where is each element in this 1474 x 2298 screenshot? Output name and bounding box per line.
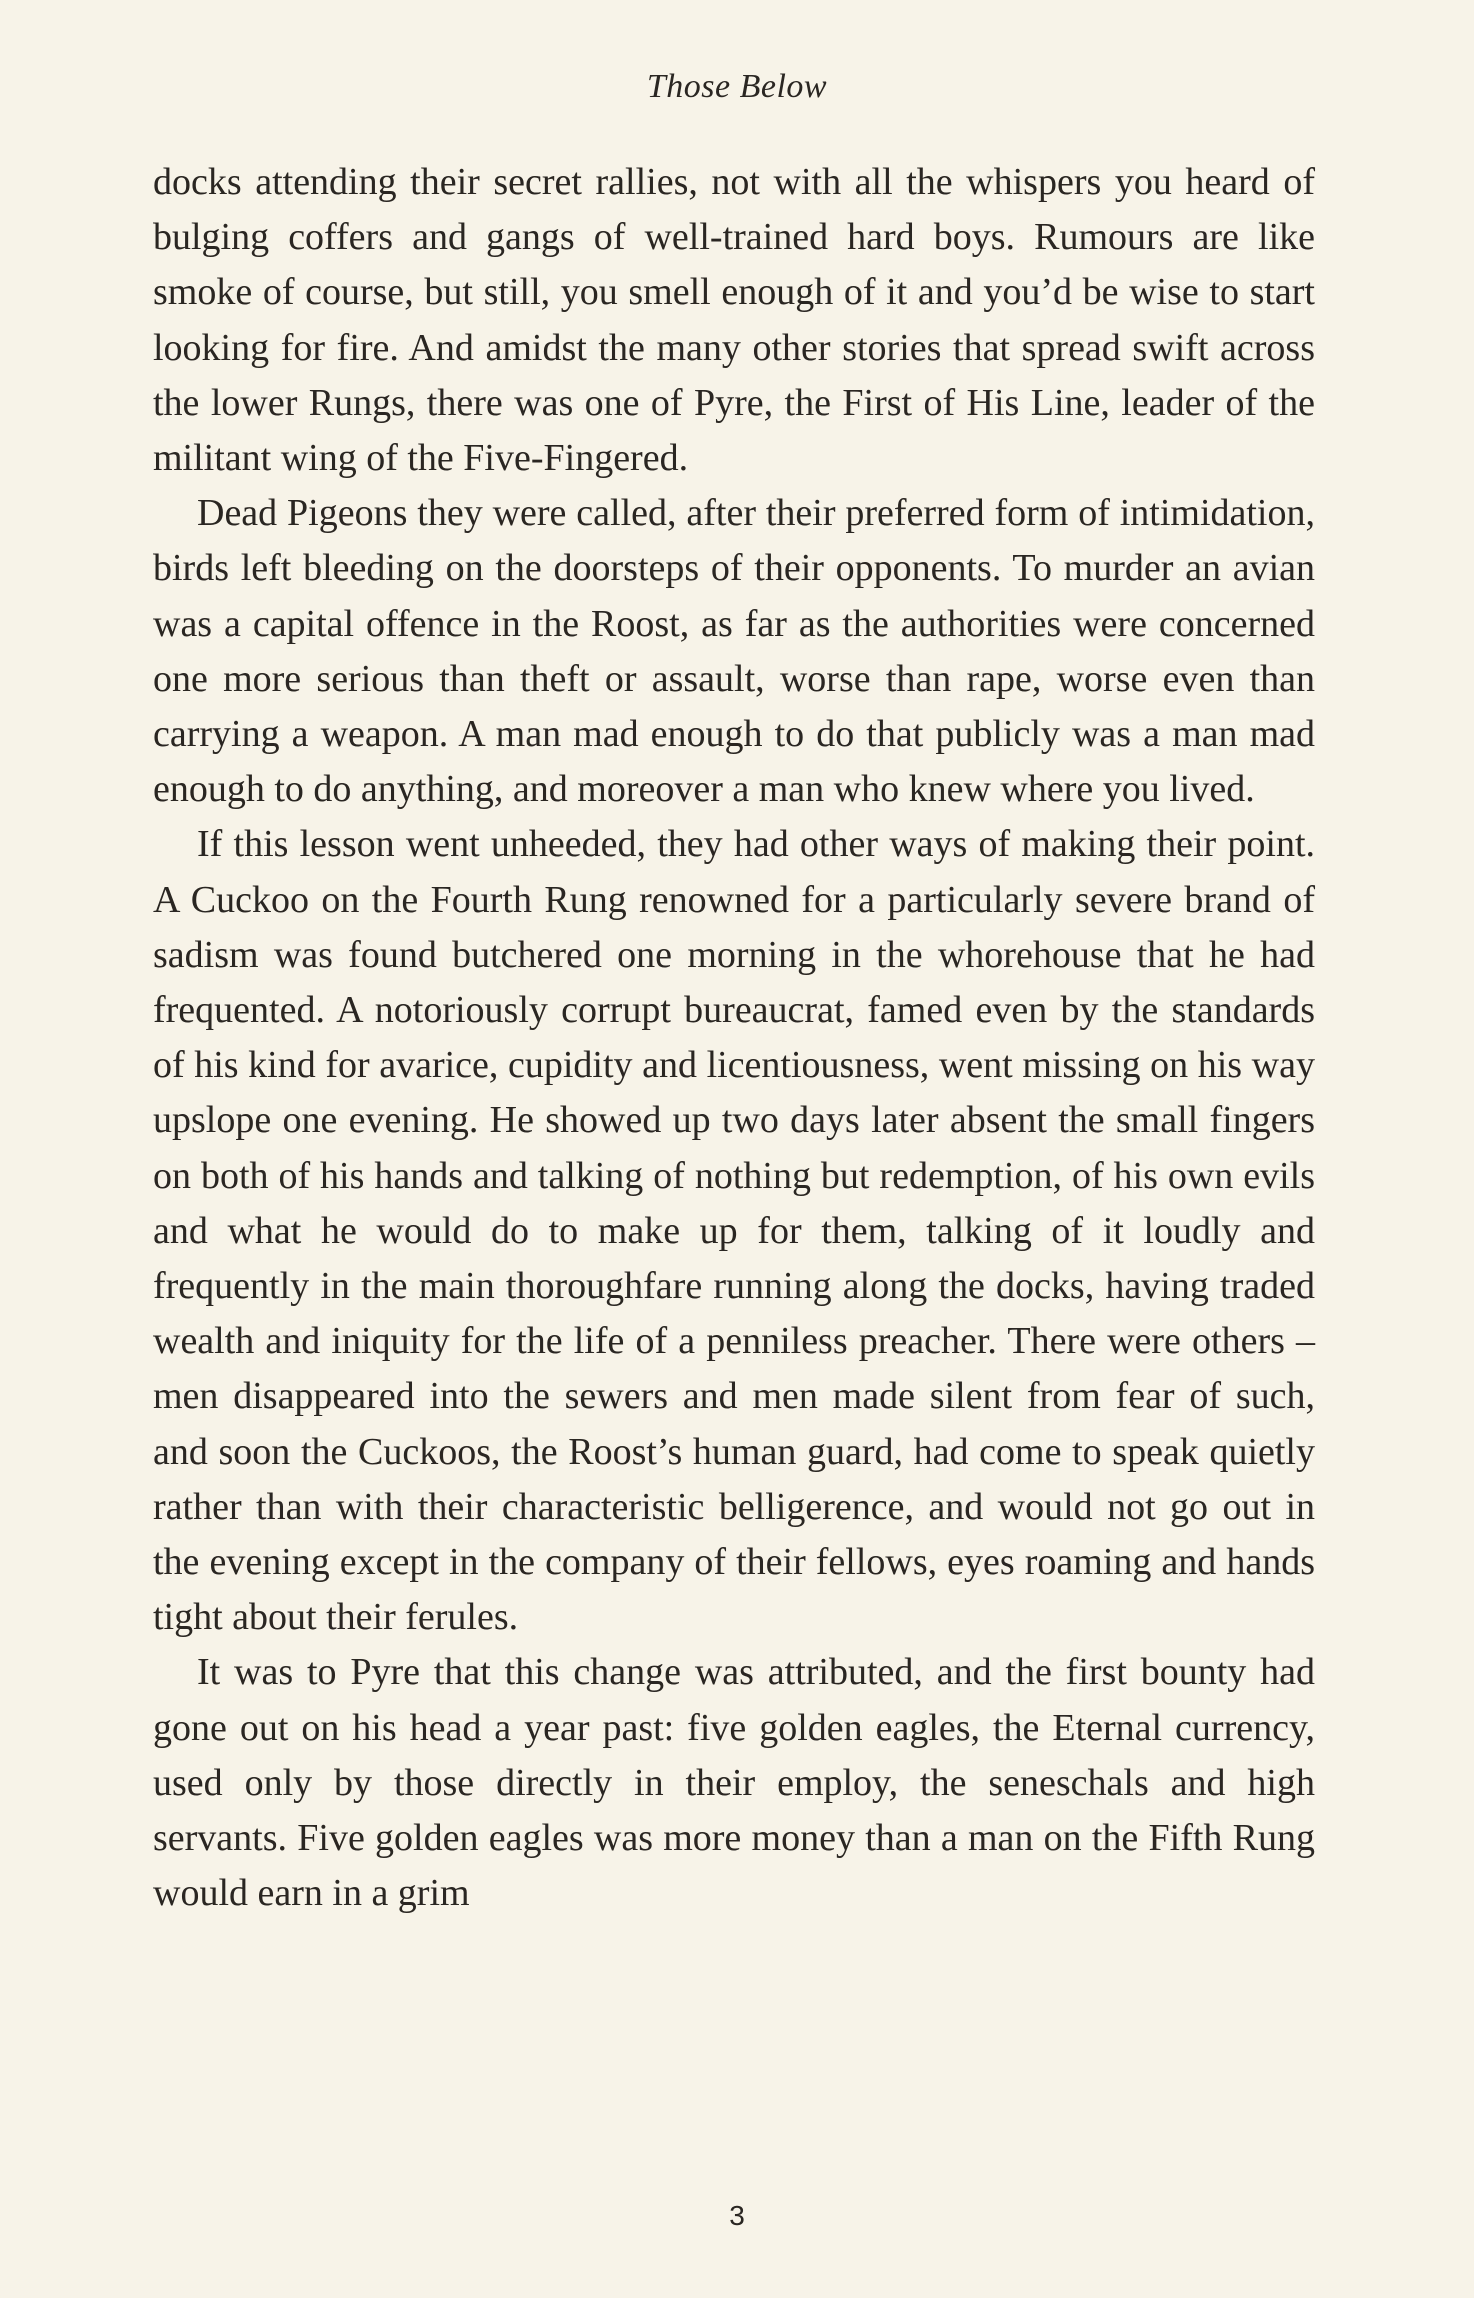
page-number: 3 xyxy=(729,2200,745,2231)
paragraph-4: It was to Pyre that this change was attributed, and the first bounty had gone out on his head a year past: five golden eagles, the Eternal currency, used only by those directly in their employ, the seneschals and high servants. Five golden eagles was more money than a man on the Fifth Rung would earn in a grim xyxy=(153,1651,1315,1915)
paragraph-3: If this lesson went unheeded, they had other ways of making their point. A Cuckoo on the Fourth Rung renowned for a particularly severe brand of sadism was found butchered one morning in the whorehouse that he had frequented. A notoriously corrupt bureaucrat, famed even by the standards of his kind for avarice, cupidity and licentiousness, went missing on his way upslope one evening. He showed up two days later absent the small fingers on both of his hands and talking of nothing but redemption, of his own evils and what he would do to make up for them, talking of it loudly and frequently in the main thoroughfare running along the docks, having traded wealth and iniquity for the life of a penniless preacher. There were others – men disappeared into the sewers and men made silent from fear of such, and soon the Cuckoos, the Roost’s human guard, had come to speak quietly rather than with their characteristic belligerence, and would not go out in the evening except in the company of their fellows, eyes roaming and hands tight about their ferules. xyxy=(153,823,1315,1639)
running-head: Those Below xyxy=(646,68,828,105)
body-text xyxy=(153,155,1315,1922)
paragraph-1: docks attending their secret rallies, not with all the whispers you heard of bulging coffers and gangs of well-trained hard boys. Rumours are like smoke of course, but still, you smell enough of it and you’d be wise to start looking for fire. And amidst the many other stories that spread swift across the lower Rungs, there was one of Pyre, the First of His Line, leader of the militant wing of the Five-Fingered. xyxy=(153,161,1315,480)
paragraph-2: Dead Pigeons they were called, after their preferred form of intimidation, birds left bleeding on the doorsteps of their opponents. To murder an avian was a capital offence in the Roost, as far as the authorities were concerned one more serious than theft or assault, worse than rape, worse even than carrying a weapon. A man mad enough to do that publicly was a man mad enough to do anything, and moreover a man who knew where you lived. xyxy=(153,492,1315,811)
